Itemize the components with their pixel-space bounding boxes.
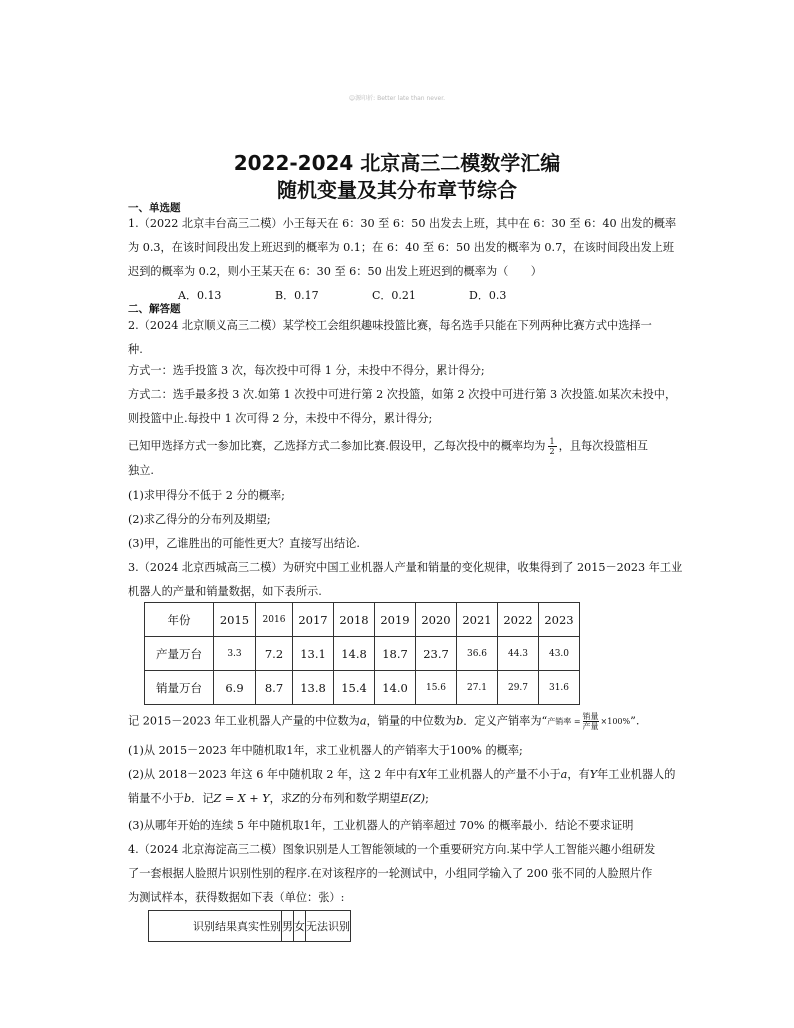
q3-sub-2-text: 年工业机器人的产量不小于 [426, 768, 561, 781]
q3-sub-3: (3)从哪年开始的连续 5 年中随机取1年，工业机器人的产销率超过 70% 的概率最小．结论不要求证明 [128, 819, 634, 832]
q1-option-a: A．0.13 [178, 289, 222, 302]
table-header-cell: 2017 [293, 603, 334, 637]
title-line-2: 随机变量及其分布章节综合 [277, 178, 517, 202]
table-cell: 36.6 [457, 637, 498, 671]
q2-line-6-start: 已知甲选择方式一参加比赛，乙选择方式二参加比赛.假设甲，乙每次投中的概率均为 [128, 439, 546, 453]
table-cell: 29.7 [498, 671, 539, 705]
q3-definition-text: ，销量的中位数为 [366, 714, 457, 728]
ratio-numerator: 销量 [582, 712, 599, 721]
ratio-label: 产销率 = [547, 717, 581, 726]
variable-b: b [456, 714, 464, 728]
variable-a: a [359, 714, 367, 728]
q1-line-1: 1.（2022 北京丰台高三二模）小王每天在 6：30 至 6：50 出发去上班，其中在 6：30 至 6：40 出发的概率 [128, 217, 677, 230]
table-cell: 43.0 [539, 637, 580, 671]
robot-data-table [144, 602, 580, 705]
table-cell: 23.7 [416, 637, 457, 671]
title-line-1: 2022-2024 北京高三二模数学汇编 [233, 151, 561, 175]
watermark: ☺源印折: Better late than never. [348, 95, 446, 102]
q2-line-3: 方式一：选手投篮 3 次，每次投中可得 1 分，未投中不得分，累计得分; [128, 364, 485, 377]
q3-sub-2-text: ，有 [567, 768, 590, 781]
variable-b: b [183, 792, 192, 805]
table-cell: 8.7 [256, 671, 293, 705]
table-cell: 15.4 [334, 671, 375, 705]
table-cell: 18.7 [375, 637, 416, 671]
variable-a: a [560, 768, 568, 781]
q3-sub-2-text: ．记 [191, 792, 214, 805]
table-header-cell: 年份 [145, 603, 214, 637]
formula-ez: E(Z) [400, 792, 426, 805]
table-row-year [145, 603, 580, 637]
q3-definition-text: ”. [630, 714, 640, 728]
table-cell: 14.8 [334, 637, 375, 671]
q2-line-5: 则投篮中止.每投中 1 次可得 2 分，未投中不得分，累计得分; [128, 412, 433, 425]
table-cell: 31.6 [539, 671, 580, 705]
q1-line-3: 迟到的概率为 0.2，则小王某天在 6：30 至 6：50 出发上班迟到的概率为（ ） [128, 265, 542, 278]
q3-sub-2-text: 年工业机器人的 [597, 768, 676, 781]
table-header-cell: 男 [282, 911, 294, 942]
recognition-table [148, 910, 351, 942]
table-row-header [149, 911, 351, 942]
table-header-cell: 2023 [539, 603, 580, 637]
table-cell: 销量万台 [145, 671, 214, 705]
q3-line-1: 3.（2024 北京西城高三二模）为研究中国工业机器人产量和销量的变化规律，收集得到了 2015－2023 年工业 [128, 561, 683, 574]
table-header-cell: 2021 [457, 603, 498, 637]
table-row-sales [145, 671, 580, 705]
table-cell: 14.0 [375, 671, 416, 705]
q2-sub-1: (1)求甲得分不低于 2 分的概率; [128, 489, 285, 502]
table-header-cell: 2018 [334, 603, 375, 637]
section-single-choice: 一、单选题 [128, 202, 181, 214]
section-answer: 二、解答题 [128, 303, 181, 315]
ratio-denominator: 产量 [582, 722, 599, 731]
table-header-cell: 2019 [375, 603, 416, 637]
q2-sub-2: (2)求乙得分的分布列及期望; [128, 513, 271, 526]
variable-y: Y [589, 768, 598, 781]
table-cell: 27.1 [457, 671, 498, 705]
q4-line-1: 4.（2024 北京海淀高三二模）图象识别是人工智能领域的一个重要研究方向.某中学人工智能兴趣小组研发 [128, 843, 656, 856]
q1-line-2: 为 0.3，在该时间段出发上班迟到的概率为 0.1；在 6：40 至 6：50 出发的概率为 0.7，在该时间段出发上班 [128, 241, 675, 254]
q3-definition-text: 记 2015－2023 年工业机器人产量的中位数为 [128, 714, 360, 728]
q2-line-4: 方式二：选手最多投 3 次.如第 1 次投中可进行第 2 次投篮，如第 2 次投中可进行第 3 次投篮.如某次未投中， [128, 388, 677, 401]
table-header-cell: 女 [294, 911, 306, 942]
ratio-tail: ×100% [600, 717, 631, 726]
q3-sub-2-text: ; [425, 792, 429, 805]
q3-line-2: 机器人的产量和销量数据，如下表所示. [128, 585, 322, 598]
q1-options [178, 287, 566, 303]
table-cell: 产量万台 [145, 637, 214, 671]
q1-option-b: B．0.17 [275, 289, 319, 302]
q3-sub-2 [128, 767, 675, 782]
table-header-cell: 2022 [498, 603, 539, 637]
table-cell: 44.3 [498, 637, 539, 671]
q3-sub-2-text: 销量不小于 [128, 792, 184, 805]
q2-line-6-end: ，且每次投篮相互 [558, 439, 649, 453]
table-cell: 3.3 [214, 637, 256, 671]
fraction-numerator: 1 [549, 437, 555, 446]
q3-definition [128, 712, 639, 731]
fraction-denominator: 2 [549, 447, 555, 456]
table-header-cell: 识别结果真实性别 [149, 911, 282, 942]
q3-sub-2-text: ，求 [269, 792, 293, 805]
q3-sub-2-cont [128, 791, 429, 806]
formula-z: Z = X + Y [213, 792, 270, 805]
table-cell: 6.9 [214, 671, 256, 705]
table-cell: 15.6 [416, 671, 457, 705]
table-cell: 13.8 [293, 671, 334, 705]
q4-line-2: 了一套根据人脸照片识别性别的程序.在对该程序的一轮测试中，小组同学输入了 200 张不同的人脸照片作 [128, 867, 653, 880]
table-cell: 13.1 [293, 637, 334, 671]
q2-line-6 [128, 437, 648, 456]
variable-x: X [418, 768, 427, 781]
table-row-production [145, 637, 580, 671]
q3-sub-1: (1)从 2015－2023 年中随机取1年，求工业机器人的产销率大于100% 的概率; [128, 744, 523, 757]
q3-sub-2-text: 的分布列和数学期望 [299, 792, 401, 805]
table-header-cell: 2015 [214, 603, 256, 637]
table-header-cell: 2016 [256, 603, 293, 637]
q1-option-c: C．0.21 [372, 289, 416, 302]
q2-line-7: 独立. [128, 464, 154, 477]
q2-sub-3: (3)甲，乙谁胜出的可能性更大？直接写出结论. [128, 537, 360, 550]
table-header-cell: 2020 [416, 603, 457, 637]
variable-z: Z [292, 792, 300, 805]
table-header-cell: 无法识别 [306, 911, 351, 942]
q2-line-2: 种. [128, 343, 143, 356]
q3-definition-text: ．定义产销率为“ [463, 714, 548, 728]
table-cell: 7.2 [256, 637, 293, 671]
probability-fraction [548, 437, 557, 456]
q4-line-3: 为测试样本，获得数据如下表（单位：张）: [128, 891, 345, 904]
q3-sub-2-text: (2)从 2018－2023 年这 6 年中随机取 2 年，这 2 年中有 [128, 768, 419, 781]
sales-ratio-formula [547, 712, 630, 731]
q2-line-1: 2.（2024 北京顺义高三二模）某学校工会组织趣味投篮比赛，每名选手只能在下列两种比赛方式中选择一 [128, 319, 652, 332]
q1-option-d: D．0.3 [469, 289, 507, 302]
